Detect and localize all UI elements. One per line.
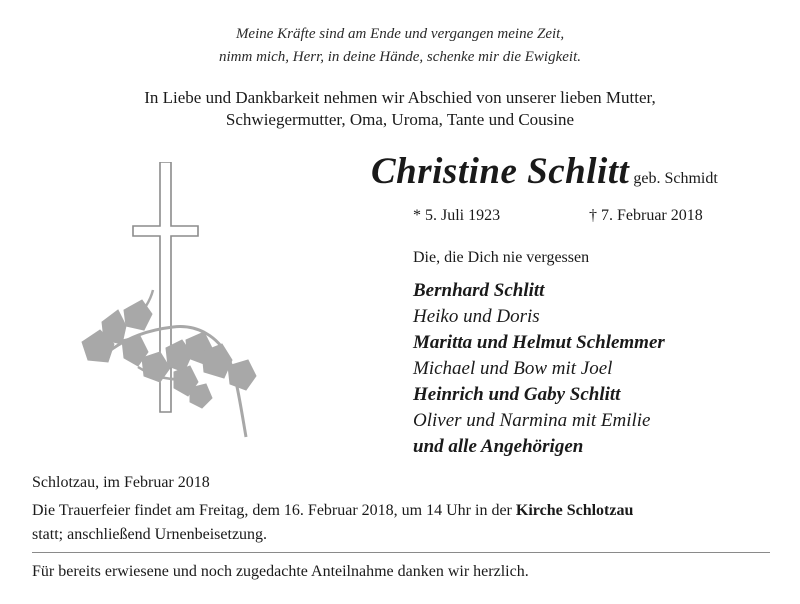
mourner-line-7: und alle Angehörigen	[413, 436, 584, 457]
funeral-location: Kirche Schlotzau	[515, 502, 634, 519]
mourner-line-5: Heinrich und Gaby Schlitt	[413, 384, 621, 405]
divider	[32, 552, 770, 553]
mourner-line-3: Maritta und Helmut Schlemmer	[413, 332, 665, 353]
maiden-name: geb. Schmidt	[633, 170, 718, 187]
cross-with-ivy-illustration	[78, 162, 268, 444]
funeral-details-text: Die Trauerfeier findet am Freitag, dem 16. Februar 2018, um 14 Uhr in der	[32, 502, 516, 519]
intro-line-2: Schwiegermutter, Oma, Uroma, Tante und Cousine	[225, 110, 575, 129]
mourners-heading: Die, die Dich nie vergessen	[413, 249, 590, 266]
intro-line-1: In Liebe und Dankbarkeit nehmen wir Abschied von unserer lieben Mutter,	[144, 88, 656, 107]
mourner-line-6: Oliver und Narmina mit Emilie	[413, 410, 651, 431]
quote-line-1: Meine Kräfte sind am Ende und vergangen meine Zeit,	[235, 26, 565, 42]
death-date: † 7. Februar 2018	[589, 207, 703, 224]
funeral-details-line-2: statt; anschließend Urnenbeisetzung.	[32, 526, 268, 543]
deceased-name: Christine Schlitt	[371, 151, 630, 192]
thanks-note: Für bereits erwiesene und noch zugedachte Anteilnahme danken wir herzlich.	[32, 563, 529, 580]
mourner-line-1: Bernhard Schlitt	[413, 280, 545, 301]
quote-line-2: nimm mich, Herr, in deine Hände, schenke mir die Ewigkeit.	[219, 49, 581, 65]
funeral-details-line-1	[32, 499, 770, 523]
place-and-date: Schlotzau, im Februar 2018	[32, 474, 210, 491]
deceased-name-block	[371, 150, 718, 193]
mourner-line-2: Heiko und Doris	[413, 306, 540, 327]
mourner-line-4: Michael und Bow mit Joel	[413, 358, 613, 379]
birth-date: * 5. Juli 1923	[413, 207, 501, 224]
